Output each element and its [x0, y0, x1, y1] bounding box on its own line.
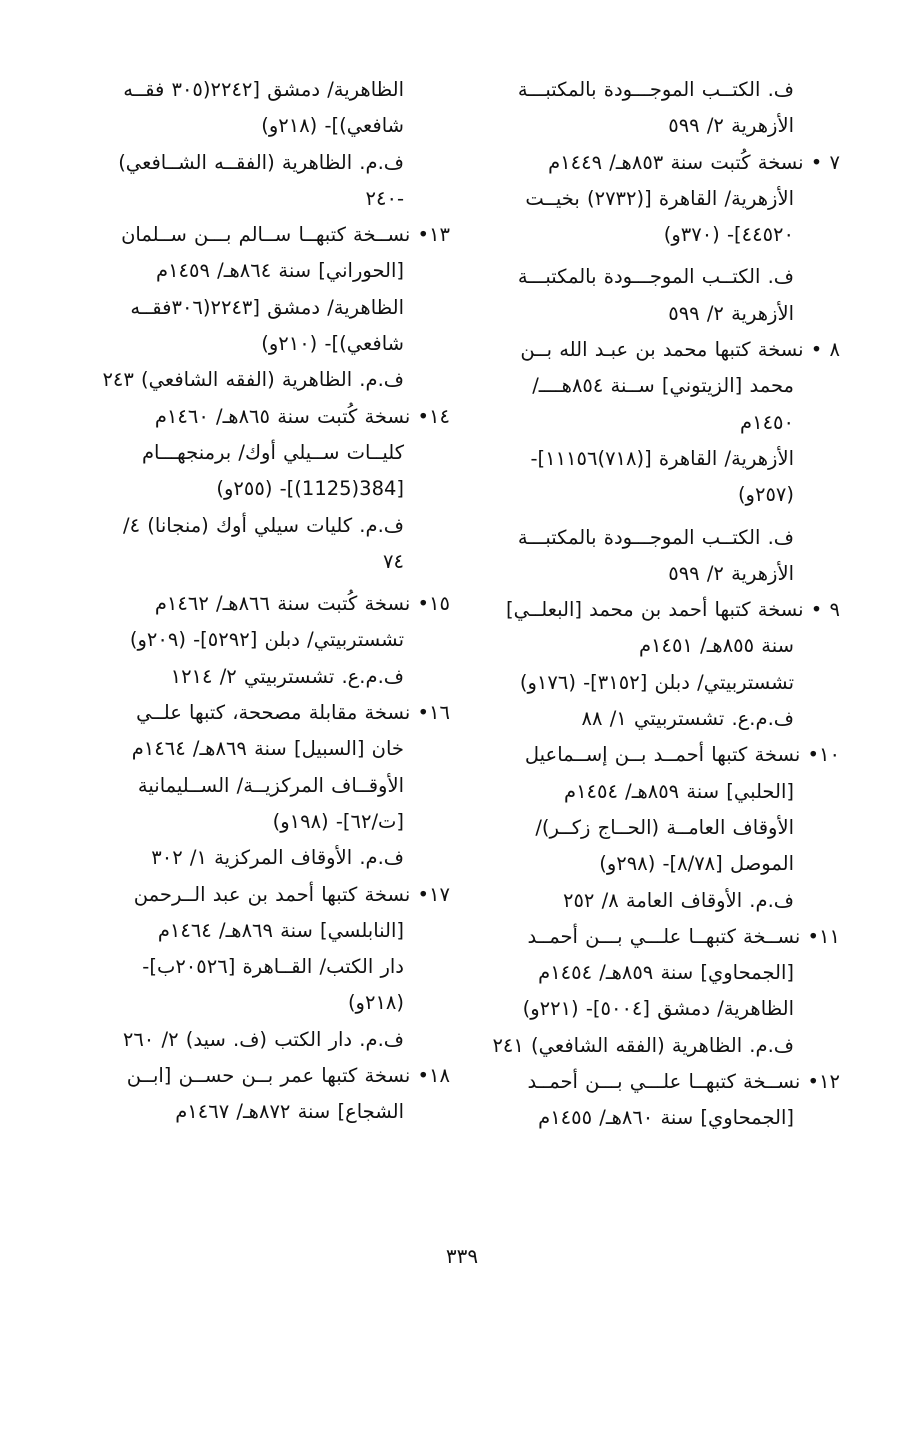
entry-line: ١٥• نسخة كُتبت سنة ٨٦٦هـ/ ١٤٦٢م — [154, 592, 450, 616]
text-line: تشستربيتي/ دبلن [٣١٥٢]- (١٧٦و) — [519, 670, 794, 694]
text-line: تشستربيتي/ دبلن [٥٢٩٢]- (٢٠٩و) — [129, 628, 404, 652]
entry-line: ٩ • نسخة كتبها أحمد بن محمد [البعلــي] — [505, 598, 840, 622]
page-number: ٣٣٩ — [445, 1244, 479, 1268]
text-line: ١٤٥٠م — [740, 410, 794, 434]
text-line: (٢٥٧و) — [737, 483, 794, 507]
text-line: ف.م. الأوقاف المركزية ١/ ٣٠٢ — [151, 846, 404, 870]
text-line: [الحوراني] سنة ٨٦٤هـ/ ١٤٥٩م — [156, 259, 404, 283]
text-line: الأوقــاف المركزيــة/ الســليمانية — [137, 773, 404, 797]
entry-line: ١٦• نسخة مقابلة مصححة، كتبها علــي — [136, 701, 450, 725]
text-line: [النابلسي] سنة ٨٦٩هـ/ ١٤٦٤م — [157, 918, 404, 942]
text-line: الظاهرية/ دمشق [٢٢٤٢(٣٠٥ فقــه — [123, 78, 404, 101]
text-line: شافعي)]- (٢١٨و) — [261, 114, 404, 138]
entry-line: ٧ • نسخة كُتبت سنة ٨٥٣هـ/ ١٤٤٩م — [548, 150, 840, 174]
text-line: ف.م. الظاهرية (الفقــه الشــافعي) — [118, 150, 404, 174]
text-line: الأزهرية ٢/ ٥٩٩ — [668, 301, 794, 325]
text-line: [الجمحاوي] سنة ٨٥٩هـ/ ١٤٥٤م — [538, 961, 794, 985]
entry-line: ١٣• نســخة كتبهــا ســالم بـــن ســلمان — [121, 223, 450, 247]
entry-line: ١١• نســخة كتبهــا علـــي بـــن أحمــد — [527, 924, 840, 948]
entry-line: ١٧• نسخة كتبها أحمد بن عبد الــرحمن — [133, 882, 450, 906]
text-line: الأزهرية/ القاهرة [(٧١٨)١١١٥٦]- — [530, 446, 794, 470]
text-line: ف.م. الظاهرية (الفقه الشافعي) ٢٤٣ — [102, 368, 404, 392]
text-line: الشجاع] سنة ٨٧٢هـ/ ١٤٦٧م — [175, 1100, 404, 1124]
text-line: الأزهرية ٢/ ٥٩٩ — [668, 114, 794, 138]
text-line: دار الكتب/ القــاهرة [٢٠٥٢٦ب]- — [142, 955, 404, 979]
text-line: ف.م. الأوقاف العامة ٨/ ٢٥٢ — [562, 888, 794, 912]
text-line: ف.م.ع. تشستربيتي ٢/ ١٢١٤ — [170, 664, 404, 688]
text-line: ف.م.ع. تشستربيتي ١/ ٨٨ — [581, 707, 794, 731]
text-line: ف.م. دار الكتب (ف. سيد) ٢/ ٢٦٠ — [122, 1027, 404, 1051]
text-line: سنة ٨٥٥هـ/ ١٤٥١م — [638, 634, 794, 658]
text-line: [384(1125)]- (٢٥٥و) — [216, 477, 404, 501]
entry-line: ١٨• نسخة كتبها عمر بــن حســن [ابــن — [126, 1064, 450, 1088]
text-line: [الجمحاوي] سنة ٨٦٠هـ/ ١٤٥٥م — [538, 1106, 794, 1130]
right-column — [480, 72, 840, 1137]
text-line: (٢١٨و) — [347, 991, 404, 1015]
text-line: ف. الكتــب الموجـــودة بالمكتبـــة — [517, 525, 794, 549]
text-line: ف. الكتــب الموجـــودة بالمكتبـــة — [517, 265, 794, 289]
text-line: ف.م. كليات سيلي أوك (منجانا) ٤/ — [123, 513, 404, 537]
text-line: الظاهرية/ دمشق [٥٠٠٤]- (٢٢١و) — [522, 997, 794, 1021]
text-line: محمد [الزيتوني] ســنة ٨٥٤هــــ/ — [532, 374, 794, 398]
entry-line: ١٤• نسخة كُتبت سنة ٨٦٥هـ/ ١٤٦٠م — [154, 404, 450, 428]
text-line: الموصل [٨/٧٨]- (٢٩٨و) — [599, 852, 794, 876]
text-line: الأزهرية/ القاهرة [(٢٧٣٢) بخيــت — [525, 186, 794, 210]
text-line: [ت/٦٢]- (١٩٨و) — [272, 809, 404, 833]
entry-line: ٨ • نسخة كتبها محمد بن عبـد الله بــن — [520, 338, 840, 362]
text-line: الأوقاف العامــة (الحــاج زكــر)/ — [535, 815, 794, 839]
text-line: الأزهرية ٢/ ٥٩٩ — [668, 561, 794, 585]
text-line: -٢٤٠ — [365, 186, 404, 210]
text-line: ف.م. الظاهرية (الفقه الشافعي) ٢٤١ — [492, 1033, 794, 1057]
entry-line: ١٠• نسخة كتبها أحمــد بــن إســماعيل — [524, 743, 840, 767]
text-line: ٤٤٥٢٠]- (٣٧٠و) — [663, 223, 794, 247]
text-line: كليــات ســيلي أوك/ برمنجهـــام — [141, 440, 404, 464]
text-line: [الحلبي] سنة ٨٥٩هـ/ ١٤٥٤م — [563, 779, 794, 803]
text-line: ف. الكتــب الموجـــودة بالمكتبـــة — [517, 78, 794, 101]
text-line: شافعي)]- (٢١٠و) — [261, 332, 404, 356]
left-column — [100, 72, 450, 1131]
text-line: خان [السبيل] سنة ٨٦٩هـ/ ١٤٦٤م — [131, 737, 404, 761]
text-line: ٧٤ — [383, 549, 404, 573]
entry-line: ١٢• نســخة كتبهــا علـــي بـــن أحمــد — [527, 1070, 840, 1094]
text-line: الظاهرية/ دمشق [٢٢٤٣(٣٠٦فقــه — [130, 295, 404, 319]
